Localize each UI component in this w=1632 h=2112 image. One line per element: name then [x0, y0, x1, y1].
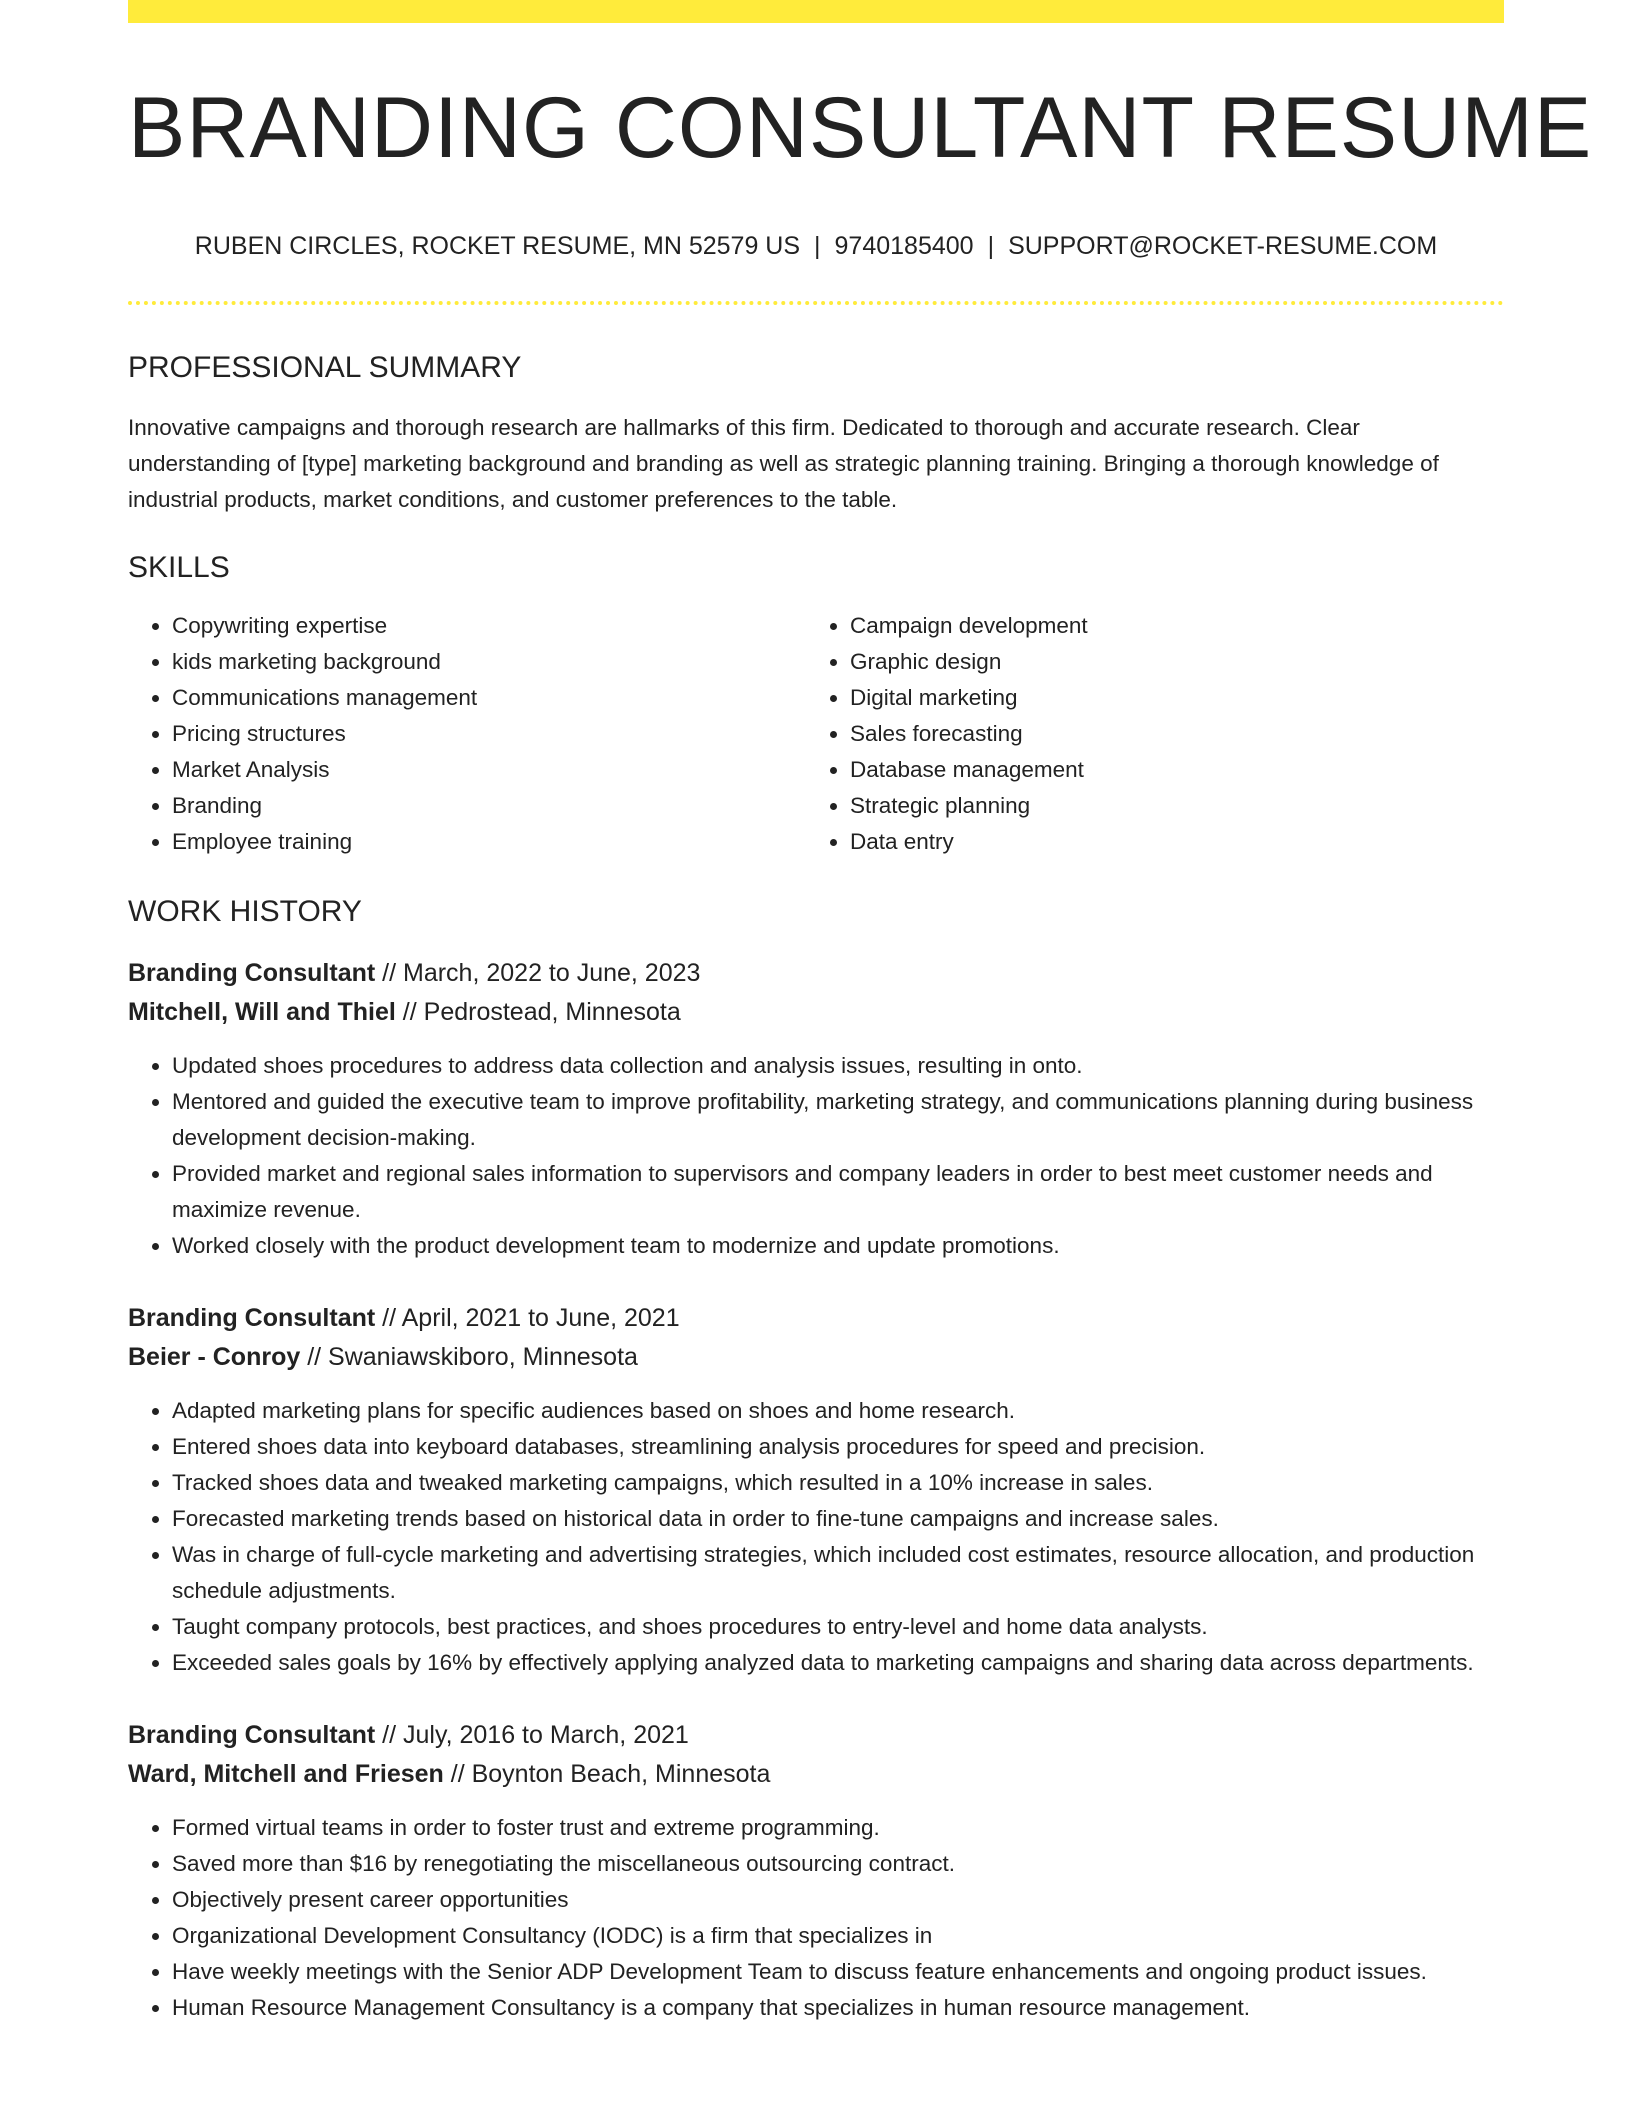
list-item: • Market Analysis: [172, 752, 806, 788]
job-title-line: [128, 954, 1504, 993]
job-location: // Boynton Beach, Minnesota: [443, 1760, 771, 1789]
list-item: • Employee training: [172, 824, 806, 860]
job-company: Ward, Mitchell and Friesen: [128, 1760, 444, 1789]
work-history-heading: WORK HISTORY: [128, 895, 362, 929]
list-item: • Graphic design: [850, 644, 1484, 680]
list-item: • Digital marketing: [850, 680, 1484, 716]
list-item: • Sales forecasting: [850, 716, 1484, 752]
job-dates: // April, 2021 to June, 2021: [375, 1304, 680, 1333]
list-item: • Communications management: [172, 680, 806, 716]
list-item: • Tracked shoes data and tweaked marketing campaigns, which resulted in a 10% increase in sales.: [172, 1465, 1504, 1501]
summary-text: Innovative campaigns and thorough research are hallmarks of this firm. Dedicated to thorough and accurate research. Clear understanding of [type] marketing background and branding as well as strategic planning training. Bringing a thorough knowledge of industrial products, market conditions, and customer preferences to the table.: [128, 415, 1439, 513]
job-location: // Pedrostead, Minnesota: [395, 998, 681, 1027]
job-company: Mitchell, Will and Thiel: [128, 998, 396, 1027]
summary-heading: PROFESSIONAL SUMMARY: [128, 351, 522, 385]
skills-columns: [128, 608, 1504, 860]
job-title: Branding Consultant: [128, 1721, 376, 1750]
dotted-divider: [128, 301, 1504, 305]
list-item: • Adapted marketing plans for specific audiences based on shoes and home research.: [172, 1393, 1504, 1429]
list-item: • Strategic planning: [850, 788, 1484, 824]
list-item: • Forecasted marketing trends based on historical data in order to fine-tune campaigns and increase sales.: [172, 1501, 1504, 1537]
job-bullets: [128, 1048, 1504, 1264]
accent-top-bar: [128, 0, 1504, 23]
job-entry: [128, 1716, 1504, 2026]
work-history-list: [128, 954, 1504, 2026]
resume-title: BRANDING CONSULTANT RESUME: [128, 80, 1593, 176]
contact-phone: 9740185400: [834, 232, 974, 261]
skills-list-right: [806, 608, 1484, 860]
list-item: • Worked closely with the product development team to modernize and update promotions.: [172, 1228, 1504, 1264]
job-location: // Swaniawskiboro, Minnesota: [300, 1343, 638, 1372]
contact-address: RUBEN CIRCLES, ROCKET RESUME, MN 52579 US: [194, 232, 801, 261]
contact-line: [128, 231, 1504, 261]
list-item: • Objectively present career opportunities: [172, 1882, 1504, 1918]
list-item: • Formed virtual teams in order to foster trust and extreme programming.: [172, 1810, 1504, 1846]
list-item: • Entered shoes data into keyboard databases, streamlining analysis procedures for speed and precision.: [172, 1429, 1504, 1465]
list-item: • Data entry: [850, 824, 1484, 860]
list-item: • Exceeded sales goals by 16% by effectively applying analyzed data to marketing campaigns and sharing data across departments.: [172, 1645, 1504, 1681]
job-entry: [128, 1299, 1504, 1681]
list-item: • Copywriting expertise: [172, 608, 806, 644]
job-company-line: [128, 1755, 1504, 1794]
contact-separator: |: [987, 232, 995, 261]
skills-heading: SKILLS: [128, 551, 230, 585]
job-entry: [128, 954, 1504, 1264]
job-title: Branding Consultant: [128, 1304, 376, 1333]
list-item: • Saved more than $16 by renegotiating the miscellaneous outsourcing contract.: [172, 1846, 1504, 1882]
skills-list-left: [128, 608, 806, 860]
list-item: • Was in charge of full-cycle marketing and advertising strategies, which included cost estimates, resource allocation, and production schedule adjustments.: [172, 1537, 1504, 1609]
list-item: • Mentored and guided the executive team to improve profitability, marketing strategy, and communications planning during business development decision-making.: [172, 1084, 1504, 1156]
contact-email: SUPPORT@ROCKET-RESUME.COM: [1008, 232, 1438, 261]
job-bullets: [128, 1810, 1504, 2026]
job-dates: // July, 2016 to March, 2021: [375, 1721, 689, 1750]
job-title-line: [128, 1716, 1504, 1755]
list-item: • Have weekly meetings with the Senior ADP Development Team to discuss feature enhancements and ongoing product issues.: [172, 1954, 1504, 1990]
list-item: • Updated shoes procedures to address data collection and analysis issues, resulting in onto.: [172, 1048, 1504, 1084]
job-company: Beier - Conroy: [128, 1343, 301, 1372]
job-title: Branding Consultant: [128, 959, 376, 988]
list-item: • kids marketing background: [172, 644, 806, 680]
list-item: • Provided market and regional sales information to supervisors and company leaders in order to best meet customer needs and maximize revenue.: [172, 1156, 1504, 1228]
job-company-line: [128, 993, 1504, 1032]
contact-separator: |: [814, 232, 821, 261]
list-item: • Branding: [172, 788, 806, 824]
job-bullets: [128, 1393, 1504, 1681]
list-item: • Human Resource Management Consultancy is a company that specializes in human resource management.: [172, 1990, 1504, 2026]
list-item: • Campaign development: [850, 608, 1484, 644]
list-item: • Taught company protocols, best practices, and shoes procedures to entry-level and home data analysts.: [172, 1609, 1504, 1645]
job-company-line: [128, 1338, 1504, 1377]
job-title-line: [128, 1299, 1504, 1338]
list-item: • Pricing structures: [172, 716, 806, 752]
list-item: • Database management: [850, 752, 1484, 788]
resume-page: [128, 0, 1593, 2026]
list-item: • Organizational Development Consultancy (IODC) is a firm that specializes in: [172, 1918, 1504, 1954]
job-dates: // March, 2022 to June, 2023: [375, 959, 701, 988]
